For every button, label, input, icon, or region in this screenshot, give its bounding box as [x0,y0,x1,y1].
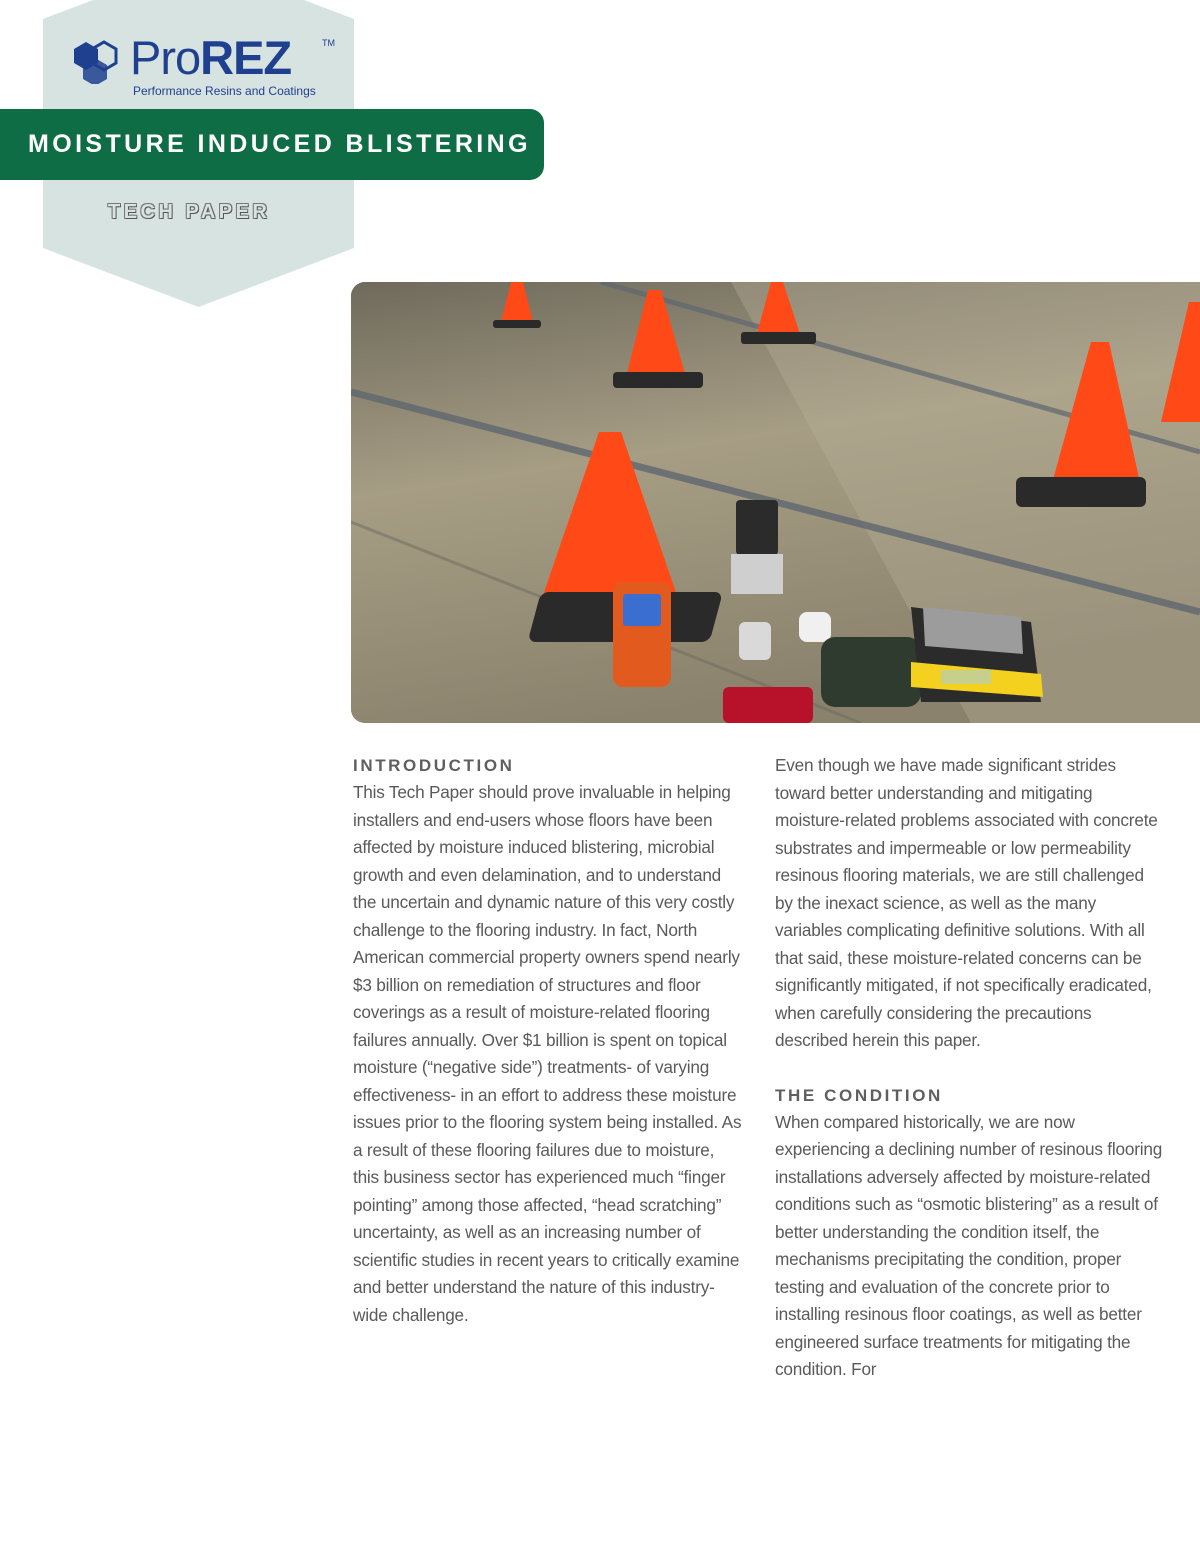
condition-heading: THE CONDITION [775,1085,943,1105]
title-banner [0,109,544,180]
brand-pro: Pro [130,31,201,84]
hexagon-cluster-icon [70,38,132,84]
drill-icon [821,637,921,707]
document-title: MOISTURE INDUCED BLISTERING [28,130,531,158]
prorez-logo [70,31,340,100]
condition-body: When compared historically, we are now experiencing a declining number of resinous flooring installations adversely affected by moisture-related conditions such as “osmotic blistering” as a result of better understanding the condition itself, the mechanisms precipitating the condition, proper testing and evaluation of the concrete prior to installing resinous floor coatings, as well as better engineered surface treatments for mitigating the condition. For [775,1111,1163,1379]
brand-rez: REZ [200,31,292,84]
introduction-body: This Tech Paper should prove invaluable in helping installers and end-users whose floors have been affected by moisture induced blistering, microbial growth and even delamination, and to understand the uncertain and dynamic nature of this very costly challenge to the flooring industry. In fact, North American commercial property owners spend nearly $3 billion on remediation of structures and floor coverings as a result of moisture-related flooring failures annually. Over $1 billion is spent on topical moisture (“negative side”) treatments- of varying effectiveness- in an effort to address these moisture issues prior to the flooring system being installed. As a result of these flooring failures due to moisture, this business sector has experienced much “finger pointing” among those affected, “head scratching” uncertainty, as well as an increasing number of scientific studies in recent years to critically examine and better understand the nature of this industry-wide challenge. [353,782,742,1325]
brand-name [130,32,291,84]
brand-tagline: Performance Resins and Coatings [133,84,316,98]
introduction-column [353,752,743,1329]
hero-photo [351,282,1200,723]
adhesion-tester-icon [736,500,778,555]
document-subtitle: TECH PAPER [108,201,271,223]
continuation-body: Even though we have made significant strides toward better understanding and mitigating moisture-related problems associated with concrete substrates and impermeable or low permeability resinous flooring materials, we are still challenged by the inexact science, as well as the many variables complicating definitive solutions. With all that said, these moisture-related concerns can be significantly mitigated, if not specifically eradicated, when carefully considering the precautions described herein this paper. [775,755,1158,1050]
concrete-floor-testing-photo [351,282,1200,723]
trademark: TM [322,38,335,48]
introduction-heading: INTRODUCTION [353,756,515,775]
condition-column [775,752,1165,1384]
